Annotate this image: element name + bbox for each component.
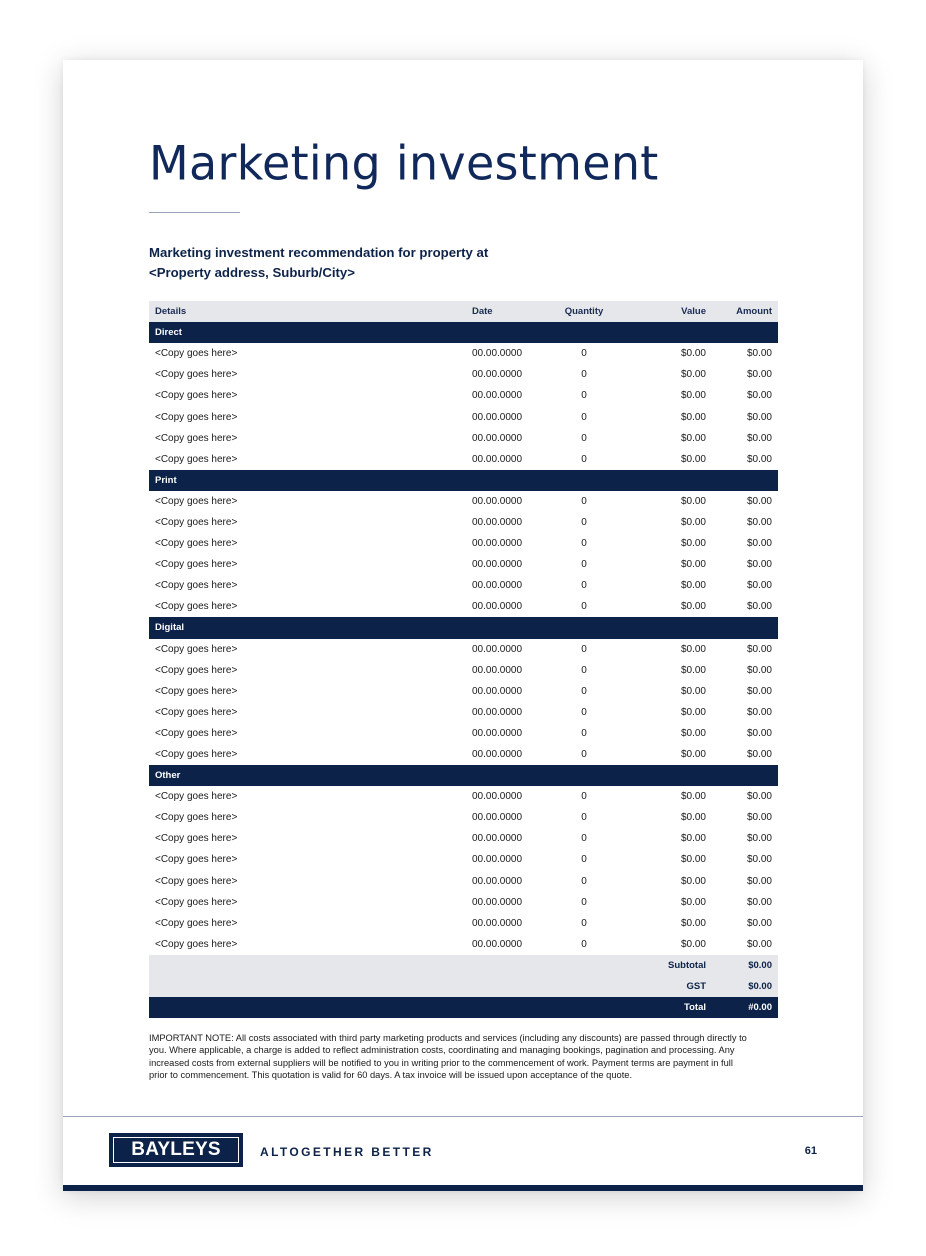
cell-quantity: 0 — [581, 580, 587, 592]
col-header-value: Value — [620, 301, 712, 322]
cell-value: $0.00 — [680, 938, 706, 950]
cell-quantity: 0 — [581, 643, 587, 655]
cell-date: 00.00.0000 — [472, 538, 523, 550]
cell-date: 00.00.0000 — [472, 348, 523, 360]
total-amount: #0.00 — [712, 997, 778, 1018]
gst-row — [149, 976, 778, 997]
subtitle — [149, 243, 488, 283]
cell-amount: $0.00 — [746, 749, 772, 761]
cell-value: $0.00 — [680, 411, 706, 423]
table-row — [149, 681, 778, 702]
cell-amount: $0.00 — [746, 727, 772, 739]
table-row — [149, 744, 778, 765]
cell-date: 00.00.0000 — [472, 938, 523, 950]
section-label: Direct — [149, 322, 778, 343]
cell-details: <Copy goes here> — [155, 727, 238, 739]
cell-amount: $0.00 — [746, 685, 772, 697]
table-row — [149, 660, 778, 681]
cell-amount: $0.00 — [746, 896, 772, 908]
cell-details: <Copy goes here> — [155, 643, 238, 655]
cell-date: 00.00.0000 — [472, 685, 523, 697]
cell-quantity: 0 — [581, 516, 587, 528]
cell-date: 00.00.0000 — [472, 559, 523, 571]
table-row — [149, 786, 778, 807]
table-row — [149, 449, 778, 470]
cell-date: 00.00.0000 — [472, 601, 523, 613]
table-row — [149, 596, 778, 617]
table-row — [149, 934, 778, 955]
cell-amount: $0.00 — [746, 791, 772, 803]
cell-date: 00.00.0000 — [472, 896, 523, 908]
cell-amount: $0.00 — [746, 812, 772, 824]
cell-quantity: 0 — [581, 749, 587, 761]
table-row — [149, 639, 778, 660]
cell-amount: $0.00 — [746, 643, 772, 655]
cell-details: <Copy goes here> — [155, 580, 238, 592]
cell-quantity: 0 — [581, 938, 587, 950]
cell-date: 00.00.0000 — [472, 390, 523, 402]
cell-details: <Copy goes here> — [155, 685, 238, 697]
cell-amount: $0.00 — [746, 580, 772, 592]
footer-divider — [63, 1116, 863, 1117]
page-title: Marketing investment — [149, 135, 659, 191]
cell-amount: $0.00 — [746, 516, 772, 528]
cell-value: $0.00 — [680, 749, 706, 761]
cell-date: 00.00.0000 — [472, 516, 523, 528]
cell-value: $0.00 — [680, 854, 706, 866]
cell-quantity: 0 — [581, 833, 587, 845]
table-body — [149, 322, 778, 955]
important-note: IMPORTANT NOTE: All costs associated with third party marketing products and services (including any discounts) are passed through directly to you. Where applicable, a charge is added to reflect administration costs, coordinating and managing bookings, pagination and processing. Any increased costs from external suppliers will be notified to you in writing prior to the commencement of work. Payment terms are payment in full prior to commencement. This quotation is valid for 60 days. A tax invoice will be issued upon acceptance of the quote. — [149, 1033, 747, 1080]
section-label: Other — [149, 765, 778, 786]
cell-value: $0.00 — [680, 727, 706, 739]
table-row — [149, 385, 778, 406]
cell-quantity: 0 — [581, 854, 587, 866]
cell-details: <Copy goes here> — [155, 538, 238, 550]
cell-details: <Copy goes here> — [155, 664, 238, 676]
table-row — [149, 849, 778, 870]
table-totals — [149, 955, 778, 1018]
subtitle-line-1: Marketing investment recommendation for property at — [149, 245, 489, 260]
table-row — [149, 575, 778, 596]
cell-date: 00.00.0000 — [472, 854, 523, 866]
cell-value: $0.00 — [680, 453, 706, 465]
cell-date: 00.00.0000 — [472, 749, 523, 761]
cell-details: <Copy goes here> — [155, 369, 238, 381]
table-row — [149, 428, 778, 449]
table-row — [149, 491, 778, 512]
cell-details: <Copy goes here> — [155, 833, 238, 845]
cell-quantity: 0 — [581, 685, 587, 697]
cell-details: <Copy goes here> — [155, 791, 238, 803]
cell-details: <Copy goes here> — [155, 432, 238, 444]
cell-quantity: 0 — [581, 390, 587, 402]
cell-quantity: 0 — [581, 706, 587, 718]
section-label: Print — [149, 470, 778, 491]
subtotal-row — [149, 955, 778, 976]
cell-date: 00.00.0000 — [472, 453, 523, 465]
cell-value: $0.00 — [680, 369, 706, 381]
cell-details: <Copy goes here> — [155, 875, 238, 887]
table-row — [149, 828, 778, 849]
cell-details: <Copy goes here> — [155, 495, 238, 507]
table-row — [149, 364, 778, 385]
cell-date: 00.00.0000 — [472, 727, 523, 739]
investment-table — [149, 301, 778, 1018]
cell-details: <Copy goes here> — [155, 917, 238, 929]
cell-amount: $0.00 — [746, 453, 772, 465]
cell-date: 00.00.0000 — [472, 580, 523, 592]
table-row — [149, 702, 778, 723]
cell-quantity: 0 — [581, 601, 587, 613]
cell-details: <Copy goes here> — [155, 453, 238, 465]
cell-value: $0.00 — [680, 495, 706, 507]
total-row — [149, 997, 778, 1018]
cell-value: $0.00 — [680, 812, 706, 824]
section-header-digital — [149, 617, 778, 638]
cell-amount: $0.00 — [746, 390, 772, 402]
cell-date: 00.00.0000 — [472, 369, 523, 381]
cell-amount: $0.00 — [746, 706, 772, 718]
table-row — [149, 807, 778, 828]
table-row — [149, 871, 778, 892]
cell-date: 00.00.0000 — [472, 643, 523, 655]
cell-value: $0.00 — [680, 516, 706, 528]
table-row — [149, 892, 778, 913]
cell-details: <Copy goes here> — [155, 854, 238, 866]
section-header-print — [149, 470, 778, 491]
cell-amount: $0.00 — [746, 938, 772, 950]
cell-details: <Copy goes here> — [155, 348, 238, 360]
table-header-row — [149, 301, 778, 322]
cell-value: $0.00 — [680, 643, 706, 655]
cell-date: 00.00.0000 — [472, 833, 523, 845]
cell-value: $0.00 — [680, 601, 706, 613]
cell-amount: $0.00 — [746, 538, 772, 550]
table-row — [149, 343, 778, 364]
cell-amount: $0.00 — [746, 664, 772, 676]
cell-amount: $0.00 — [746, 495, 772, 507]
table-row — [149, 554, 778, 575]
cell-quantity: 0 — [581, 896, 587, 908]
cell-quantity: 0 — [581, 875, 587, 887]
cell-quantity: 0 — [581, 664, 587, 676]
gst-label: GST — [620, 976, 712, 997]
cell-quantity: 0 — [581, 812, 587, 824]
subtotal-label: Subtotal — [620, 955, 712, 976]
cell-amount: $0.00 — [746, 369, 772, 381]
cell-quantity: 0 — [581, 495, 587, 507]
property-address: <Property address, Suburb/City> — [149, 265, 355, 280]
cell-date: 00.00.0000 — [472, 411, 523, 423]
col-header-quantity: Quantity — [548, 301, 620, 322]
cell-quantity: 0 — [581, 559, 587, 571]
cell-value: $0.00 — [680, 917, 706, 929]
cell-quantity: 0 — [581, 453, 587, 465]
cell-date: 00.00.0000 — [472, 875, 523, 887]
section-header-other — [149, 765, 778, 786]
cell-value: $0.00 — [680, 348, 706, 360]
cell-quantity: 0 — [581, 369, 587, 381]
cell-value: $0.00 — [680, 791, 706, 803]
section-header-direct — [149, 322, 778, 343]
table-row — [149, 512, 778, 533]
cell-date: 00.00.0000 — [472, 432, 523, 444]
col-header-date: Date — [466, 301, 548, 322]
cell-details: <Copy goes here> — [155, 749, 238, 761]
cell-quantity: 0 — [581, 348, 587, 360]
cell-value: $0.00 — [680, 706, 706, 718]
cell-date: 00.00.0000 — [472, 664, 523, 676]
cell-value: $0.00 — [680, 432, 706, 444]
cell-value: $0.00 — [680, 559, 706, 571]
cell-value: $0.00 — [680, 833, 706, 845]
footer-bar — [63, 1185, 863, 1191]
table-row — [149, 913, 778, 934]
document-page — [63, 60, 863, 1191]
cell-amount: $0.00 — [746, 559, 772, 571]
cell-amount: $0.00 — [746, 432, 772, 444]
cell-details: <Copy goes here> — [155, 411, 238, 423]
cell-quantity: 0 — [581, 538, 587, 550]
cell-value: $0.00 — [680, 664, 706, 676]
col-header-amount: Amount — [712, 301, 778, 322]
cell-amount: $0.00 — [746, 348, 772, 360]
cell-quantity: 0 — [581, 917, 587, 929]
cell-amount: $0.00 — [746, 411, 772, 423]
cell-value: $0.00 — [680, 580, 706, 592]
subtotal-amount: $0.00 — [712, 955, 778, 976]
total-label: Total — [620, 997, 712, 1018]
cell-date: 00.00.0000 — [472, 917, 523, 929]
bayleys-logo — [109, 1133, 243, 1167]
cell-details: <Copy goes here> — [155, 516, 238, 528]
cell-quantity: 0 — [581, 791, 587, 803]
page-number: 61 — [804, 1145, 817, 1157]
cell-details: <Copy goes here> — [155, 706, 238, 718]
tagline: ALTOGETHER BETTER — [260, 1145, 434, 1159]
cell-details: <Copy goes here> — [155, 559, 238, 571]
table-row — [149, 533, 778, 554]
cell-quantity: 0 — [581, 411, 587, 423]
cell-value: $0.00 — [680, 390, 706, 402]
title-divider — [149, 212, 240, 213]
logo-text: BAYLEYS — [113, 1137, 239, 1163]
table-row — [149, 723, 778, 744]
cell-amount: $0.00 — [746, 854, 772, 866]
col-header-details: Details — [149, 301, 466, 322]
cell-date: 00.00.0000 — [472, 495, 523, 507]
cell-value: $0.00 — [680, 896, 706, 908]
cell-amount: $0.00 — [746, 917, 772, 929]
cell-details: <Copy goes here> — [155, 938, 238, 950]
cell-value: $0.00 — [680, 875, 706, 887]
section-label: Digital — [149, 617, 778, 638]
cell-date: 00.00.0000 — [472, 706, 523, 718]
cell-details: <Copy goes here> — [155, 896, 238, 908]
cell-details: <Copy goes here> — [155, 390, 238, 402]
cell-details: <Copy goes here> — [155, 812, 238, 824]
cell-value: $0.00 — [680, 538, 706, 550]
cell-quantity: 0 — [581, 727, 587, 739]
table-row — [149, 406, 778, 427]
gst-amount: $0.00 — [712, 976, 778, 997]
cell-value: $0.00 — [680, 685, 706, 697]
cell-date: 00.00.0000 — [472, 812, 523, 824]
cell-details: <Copy goes here> — [155, 601, 238, 613]
cell-amount: $0.00 — [746, 601, 772, 613]
cell-quantity: 0 — [581, 432, 587, 444]
cell-amount: $0.00 — [746, 833, 772, 845]
cell-amount: $0.00 — [746, 875, 772, 887]
cell-date: 00.00.0000 — [472, 791, 523, 803]
